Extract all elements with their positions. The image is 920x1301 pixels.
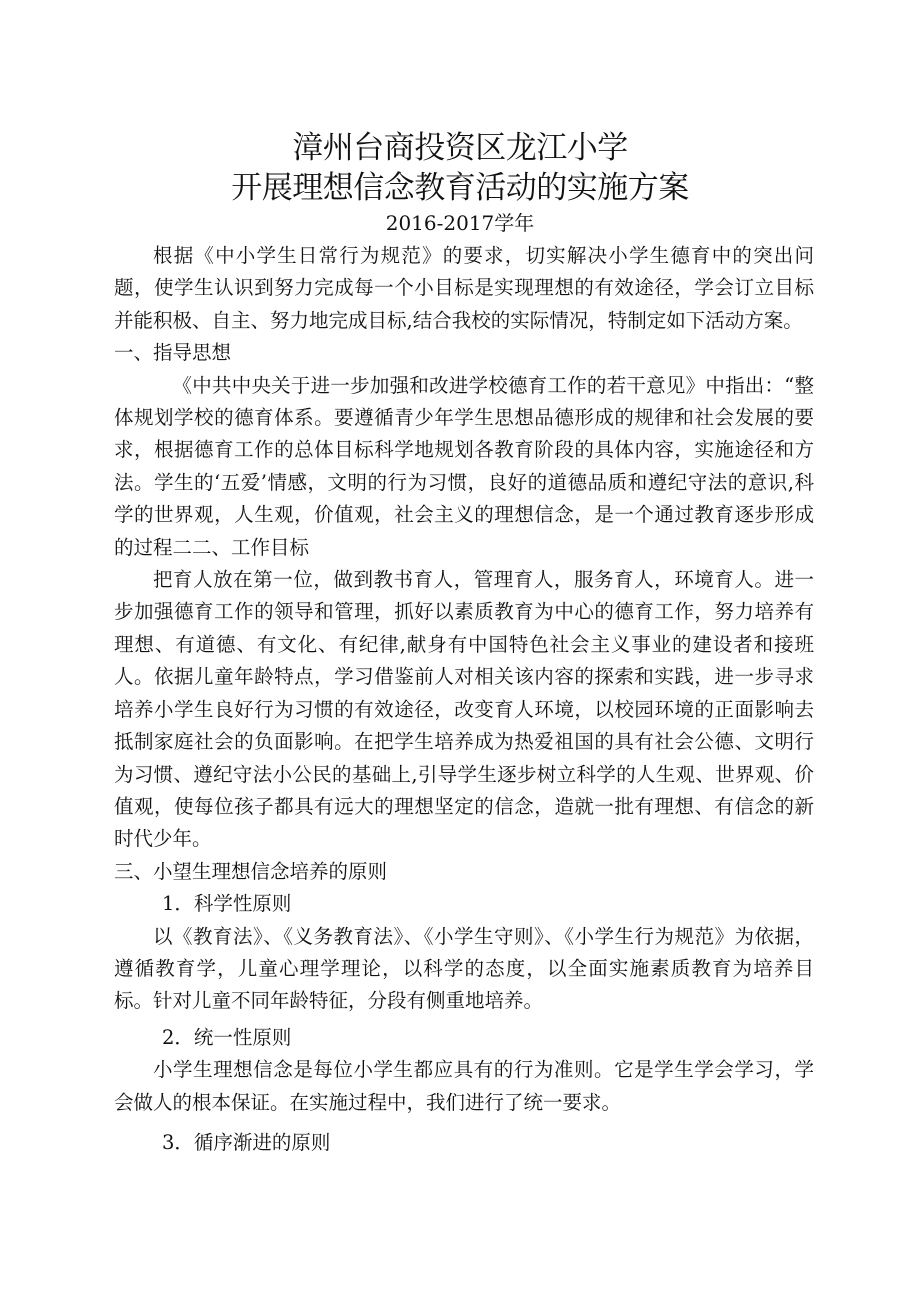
document-body [114,240,814,1159]
principle-heading-scientific: 1．科学性原则 [162,892,292,916]
section-heading-guiding-ideology: 一、指导思想 [114,341,232,365]
principle-heading-unity: 2．统一性原则 [162,1025,292,1049]
section-guiding-ideology-body: 《中共中央关于进一步加强和改进学校德育工作的若干意见》中指出：“整体规划学校的德育体系。要遵循青少年学生思想品德形成的规律和社会发展的要求，根据德育工作的总体目标科学地规划各教育阶段的具体内容，实施途径和方法。学生的‘五爱’情感，文明的行为习惯，良好的道德品质和遵纪守法的意识,科学的世界观，人生观，价值观，社会主义的理想信念，是一个通过教育逐步形成的过程二二、工作目标 [114,373,814,559]
intro-paragraph: 根据《中小学生日常行为规范》的要求，切实解决小学生德育中的突出问题，使学生认识到努力完成每一个小目标是实现理想的有效途径，学会订立目标并能积极、自主、努力地完成目标,结合我校的实际情况，特制定如下活动方案。 [114,244,814,332]
section-work-goals-body: 把育人放在第一位，做到教书育人，管理育人，服务育人，环境育人。进一步加强德育工作的领导和管理，抓好以素质教育为中心的德育工作，努力培养有理想、有道德、有文化、有纪律,献身有中国特色社会主义事业的建设者和接班人。依据儿童年龄特点，学习借鉴前人对相关该内容的探索和实践，进一步寻求培养小学生良好行为习惯的有效途径，改变育人环境，以校园环境的正面影响去抵制家庭社会的负面影响。在把学生培养成为热爱祖国的具有社会公德、文明行为习惯、遵纪守法小公民的基础上,引导学生逐步树立科学的人生观、世界观、价值观，使每位孩子都具有远大的理想坚定的信念，造就一批有理想、有信念的新时代少年。 [114,568,814,851]
document-title-plan: 开展理想信念教育活动的实施方案 [231,170,689,206]
principle-body-scientific: 以《教育法》、《义务教育法》、《小学生守则》、《小学生行为规范》为依据，遵循教育学，儿童心理学理论，以科学的态度，以全面实施素质教育为培养目标。针对儿童不同年龄特征，分段有侧重地培养。 [114,924,814,1013]
academic-year: 2016-2017学年 [385,211,535,235]
principle-body-unity: 小学生理想信念是每位小学生都应具有的行为准则。它是学生学会学习，学会做人的根本保证。在实施过程中，我们进行了统一要求。 [114,1058,814,1114]
principle-heading-gradual: 3．循序渐进的原则 [162,1130,331,1154]
section-heading-principles: 三、小望生理想信念培养的原则 [114,859,388,883]
document-title-school: 漳州台商投资区龙江小学 [292,130,628,166]
